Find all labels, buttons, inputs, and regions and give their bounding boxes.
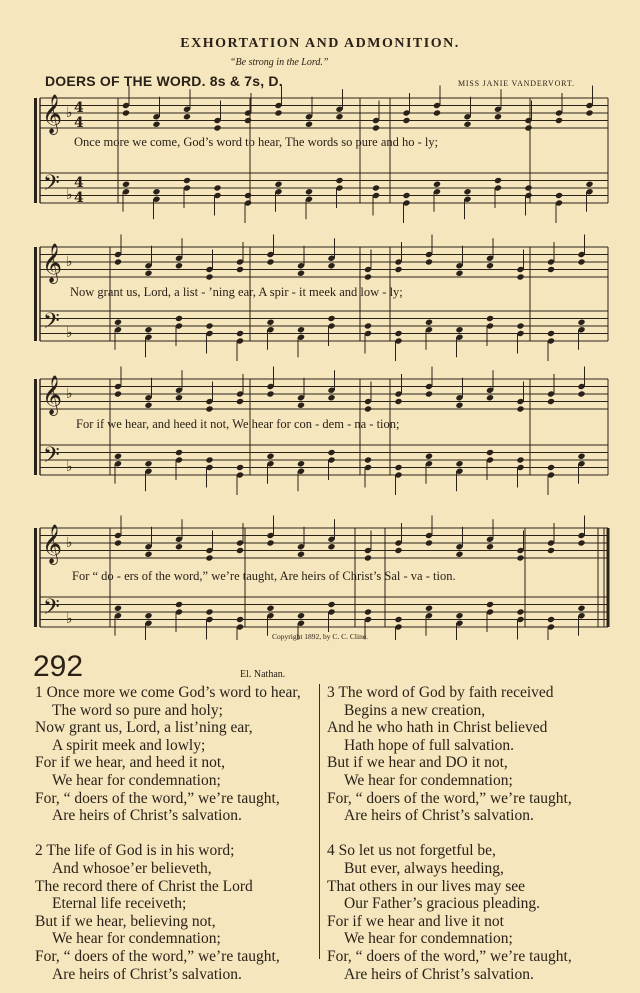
note-head [425, 539, 433, 546]
system-brace [34, 379, 37, 475]
note-head [175, 449, 183, 456]
note-head [577, 390, 585, 397]
note-head [327, 394, 335, 401]
note-head [455, 551, 463, 558]
flat-icon: ♭ [66, 105, 73, 121]
hymn-title: DOERS OF THE WORD. 8s & 7s, D. [45, 73, 283, 89]
note-head [144, 612, 152, 619]
verse-right-line: We hear for condemnation; [344, 930, 513, 948]
note-head [455, 402, 463, 409]
verse-right-line: And he who hath in Christ believed [327, 719, 548, 737]
note-head [516, 322, 524, 329]
verse-left-line: The record there of Christ the Lord [35, 877, 253, 895]
note-head [297, 612, 305, 619]
note-head [547, 616, 555, 623]
flat-icon: ♭ [66, 386, 73, 402]
treble-clef-icon: 𝄞 [42, 94, 63, 134]
bass-clef-icon: 𝄢 [43, 595, 60, 625]
note-head [236, 266, 244, 273]
verse-left-line: Eternal life receiveth; [52, 895, 187, 913]
note-head [274, 181, 282, 188]
treble-clef-icon: 𝄞 [42, 375, 63, 415]
note-head [244, 192, 252, 199]
note-head [516, 554, 524, 561]
verse-left-line: For, “ doers of the word,” we’re taught, [35, 947, 280, 965]
note-head [114, 453, 122, 460]
note-head [585, 181, 593, 188]
note-head [463, 188, 471, 195]
note-head [266, 319, 274, 326]
note-head [114, 605, 122, 612]
staff-treble [40, 528, 608, 558]
note-head [394, 464, 402, 471]
verse-left-line: The word so pure and holy; [52, 701, 223, 719]
note-head [372, 124, 380, 131]
note-head [114, 390, 122, 397]
note-head [122, 181, 130, 188]
copyright: Copyright 1892, by C. C. Cline. [272, 632, 369, 641]
verse-left-line: We hear for condemnation; [52, 930, 221, 948]
note-head [364, 405, 372, 412]
note-head [425, 390, 433, 397]
note-head [463, 121, 471, 128]
note-head [335, 177, 343, 184]
note-head [516, 405, 524, 412]
verse-right-line: Hath hope of full salvation. [344, 736, 515, 754]
note-head [547, 330, 555, 337]
lyric-line-2: Now grant us, Lord, a list - ’ning ear, A spir - it meek and low - ly; [70, 285, 403, 299]
hymn-number: 292 [33, 650, 84, 683]
verse-left-line: But if we hear, believing not, [35, 912, 216, 930]
verse-right-line: 3 The word of God by faith received [327, 684, 554, 701]
bass-clef-icon: 𝄢 [43, 171, 60, 201]
verse-right-line: That others in our lives may see [327, 877, 526, 895]
staff-bass [40, 173, 608, 203]
note-head [236, 398, 244, 405]
note-head [213, 184, 221, 191]
treble-clef-icon: 𝄞 [42, 524, 63, 564]
note-head [425, 605, 433, 612]
column-divider [319, 684, 320, 959]
verse-left-line: 1 Once more we come God’s word to hear, [35, 684, 301, 701]
note-head [486, 543, 494, 550]
system-brace [34, 247, 37, 341]
note-head [236, 330, 244, 337]
note-head [305, 121, 313, 128]
note-head [364, 608, 372, 615]
composer: MISS JANIE VANDERVORT. [458, 79, 575, 88]
note-head [297, 326, 305, 333]
verse-right-line: We hear for condemnation; [344, 771, 513, 789]
flat-icon: ♭ [66, 325, 73, 341]
verse-right-line: But ever, always heeding, [344, 859, 504, 877]
verse-right-line: Are heirs of Christ’s salvation. [344, 807, 534, 825]
note-head [455, 612, 463, 619]
note-head [555, 192, 563, 199]
note-head [364, 456, 372, 463]
note-head [394, 616, 402, 623]
note-head [547, 398, 555, 405]
note-head [335, 113, 343, 120]
note-head [213, 124, 221, 131]
note-head [516, 273, 524, 280]
note-head [297, 551, 305, 558]
note-head [175, 262, 183, 269]
note-head [486, 601, 494, 608]
staff-treble [40, 247, 608, 277]
note-head [144, 551, 152, 558]
note-head [455, 326, 463, 333]
note-head [122, 109, 130, 116]
flat-icon: ♭ [66, 254, 73, 270]
note-head [425, 453, 433, 460]
note-head [394, 398, 402, 405]
note-head [305, 188, 313, 195]
note-head [144, 460, 152, 467]
system-brace [34, 98, 37, 203]
note-head [236, 616, 244, 623]
verse-left-line: Are heirs of Christ’s salvation. [52, 807, 242, 825]
verse-left-line: For, “ doers of the word,” we’re taught, [35, 789, 280, 807]
note-head [486, 315, 494, 322]
verse-left-line: Are heirs of Christ’s salvation. [52, 965, 242, 983]
note-head [205, 405, 213, 412]
note-head [274, 109, 282, 116]
note-head [555, 117, 563, 124]
note-head [425, 319, 433, 326]
note-head [372, 184, 380, 191]
verse-left-line [35, 825, 301, 843]
time-signature: 4 [74, 175, 84, 191]
note-head [524, 184, 532, 191]
flat-icon: ♭ [66, 187, 73, 203]
lyric-line-3: For if we hear, and heed it not, We hear for con - dem - na - tion; [76, 417, 400, 431]
verses-right-column [327, 684, 572, 983]
flat-icon: ♭ [66, 459, 73, 475]
note-head [577, 453, 585, 460]
note-head [486, 394, 494, 401]
note-head [577, 319, 585, 326]
note-head [577, 539, 585, 546]
note-head [327, 543, 335, 550]
note-head [266, 605, 274, 612]
note-head [524, 124, 532, 131]
note-head [547, 547, 555, 554]
note-head [297, 402, 305, 409]
verse-left-line: 2 The life of God is in his word; [35, 842, 235, 860]
note-head [402, 117, 410, 124]
verse-right-line: Our Father’s gracious pleading. [344, 895, 540, 913]
note-head [236, 464, 244, 471]
note-head [585, 109, 593, 116]
verses-left-column [35, 684, 301, 983]
note-head [205, 273, 213, 280]
note-head [205, 456, 213, 463]
note-head [266, 258, 274, 265]
note-head [175, 543, 183, 550]
note-head [205, 554, 213, 561]
note-head [205, 322, 213, 329]
staff-treble [40, 379, 608, 409]
verse-left-line: Now grant us, Lord, a list’ning ear, [35, 719, 253, 737]
verse-left-line: We hear for condemnation; [52, 771, 221, 789]
verse-right-line: But if we hear and DO it not, [327, 754, 508, 772]
note-head [244, 117, 252, 124]
note-head [577, 605, 585, 612]
note-head [394, 266, 402, 273]
note-head [114, 258, 122, 265]
time-signature: 4 [74, 115, 84, 131]
note-head [486, 262, 494, 269]
note-head [266, 390, 274, 397]
note-head [175, 601, 183, 608]
note-head [364, 322, 372, 329]
time-signature: 4 [74, 190, 84, 206]
note-head [183, 177, 191, 184]
verse-right-line: For if we hear and live it not [327, 912, 504, 930]
note-head [455, 460, 463, 467]
note-head [494, 113, 502, 120]
verse-left-line: And whosoe’er believeth, [52, 859, 212, 877]
note-head [394, 547, 402, 554]
note-head [327, 601, 335, 608]
lyric-line-4: For “ do - ers of the word,” we’re taught, Are heirs of Christ’s Sal - va - tion. [72, 569, 456, 583]
verse-right-line: Begins a new creation, [344, 701, 486, 719]
verse-left-line: For if we hear, and heed it not, [35, 754, 226, 772]
flat-icon: ♭ [66, 611, 73, 627]
note-head [327, 449, 335, 456]
note-head [114, 319, 122, 326]
verse-right-line [327, 825, 572, 843]
note-head [205, 608, 213, 615]
note-head [144, 326, 152, 333]
note-head [297, 460, 305, 467]
note-head [297, 270, 305, 277]
section-header: EXHORTATION AND ADMONITION. [180, 36, 460, 51]
note-head [144, 402, 152, 409]
note-head [327, 315, 335, 322]
note-head [577, 258, 585, 265]
verse-right-line: 4 So let us not forgetful be, [327, 842, 496, 860]
verse-right-line: Are heirs of Christ’s salvation. [344, 965, 534, 983]
hymn-author: El. Nathan. [240, 669, 286, 680]
note-head [152, 121, 160, 128]
verse-left-line: A spirit meek and lowly; [52, 736, 206, 754]
treble-clef-icon: 𝄞 [42, 243, 63, 283]
note-head [327, 262, 335, 269]
bass-clef-icon: 𝄢 [43, 443, 60, 473]
note-head [183, 113, 191, 120]
system-brace [34, 528, 37, 627]
hymn-subtitle: “Be strong in the Lord.” [230, 57, 329, 68]
note-head [455, 270, 463, 277]
note-head [175, 315, 183, 322]
note-head [486, 449, 494, 456]
note-head [433, 181, 441, 188]
note-head [144, 270, 152, 277]
note-head [364, 554, 372, 561]
note-head [152, 188, 160, 195]
note-head [266, 539, 274, 546]
note-head [266, 453, 274, 460]
note-head [516, 456, 524, 463]
note-head [516, 608, 524, 615]
note-head [547, 464, 555, 471]
note-head [547, 266, 555, 273]
note-head [494, 177, 502, 184]
note-head [425, 258, 433, 265]
note-head [175, 394, 183, 401]
lyric-line-1: Once more we come, God’s word to hear, The words so pure and ho - ly; [74, 135, 439, 149]
note-head [433, 109, 441, 116]
verse-right-line: For, “ doers of the word,” we’re taught, [327, 947, 572, 965]
note-head [364, 273, 372, 280]
note-head [236, 547, 244, 554]
time-signature: 4 [74, 100, 84, 116]
bass-clef-icon: 𝄢 [43, 309, 60, 339]
note-head [402, 192, 410, 199]
note-head [114, 539, 122, 546]
flat-icon: ♭ [66, 535, 73, 551]
verse-right-line: For, “ doers of the word,” we’re taught, [327, 789, 572, 807]
note-head [394, 330, 402, 337]
